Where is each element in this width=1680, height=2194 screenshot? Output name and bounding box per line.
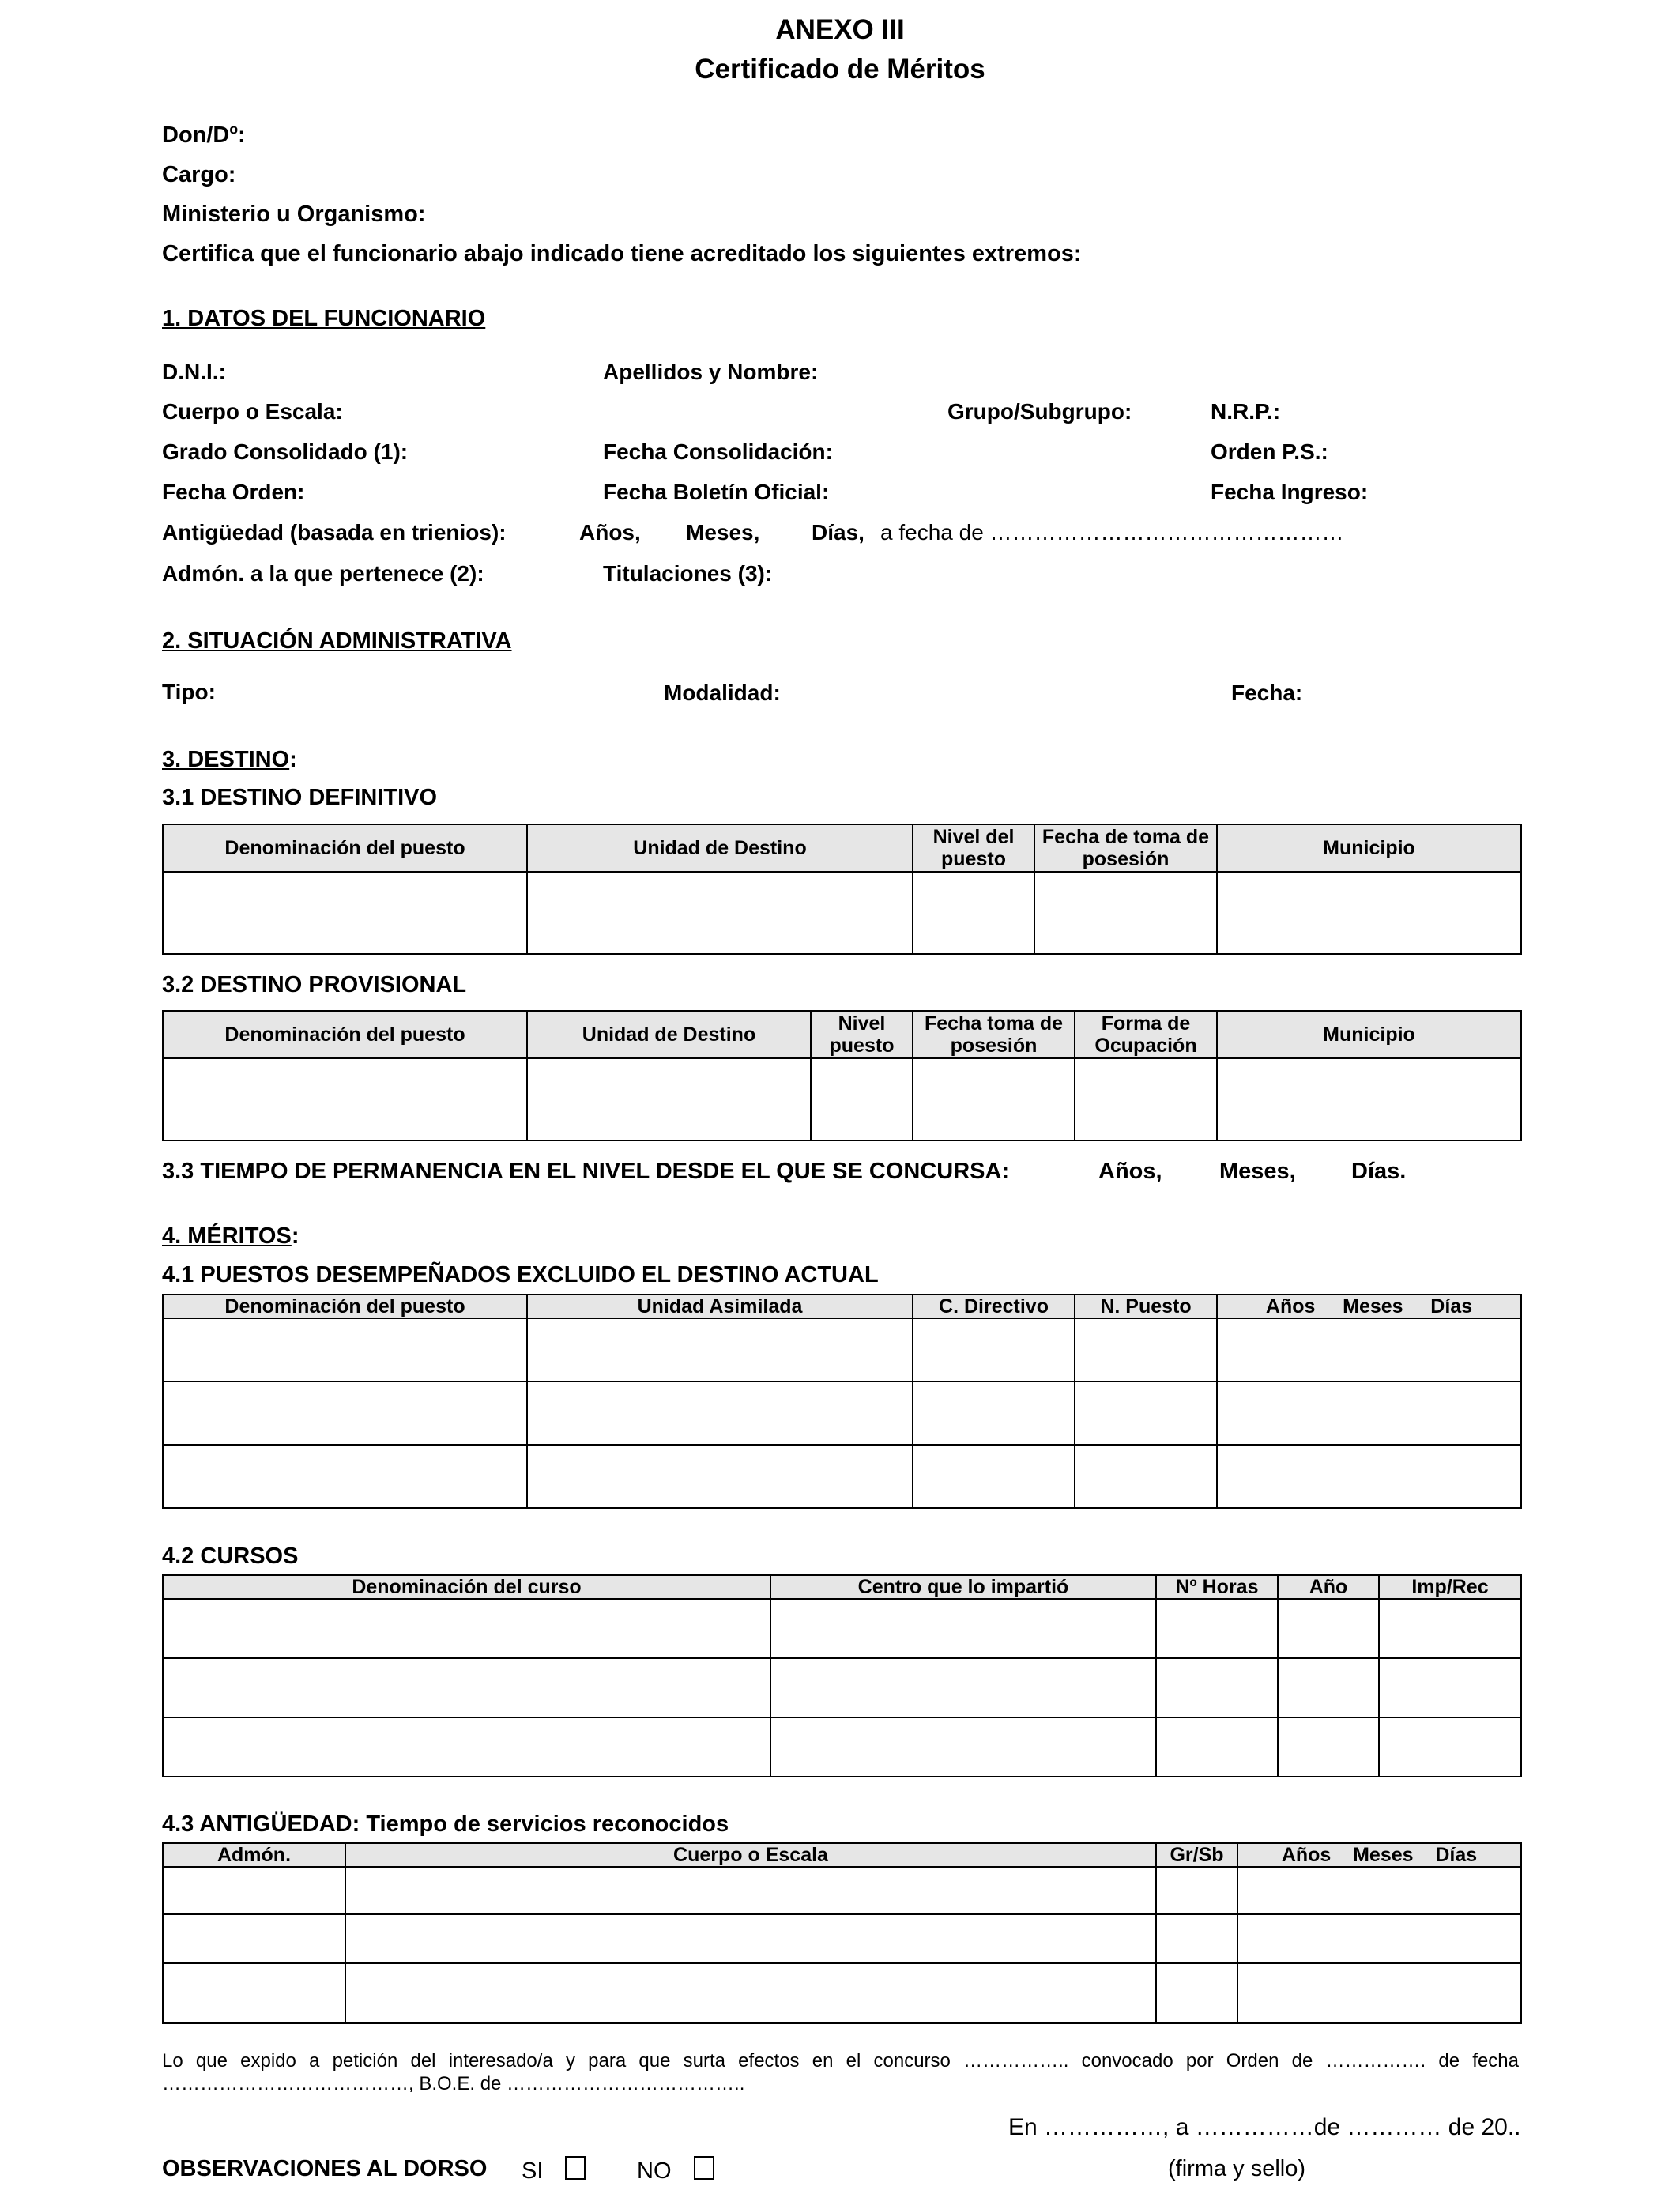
table-cell[interactable] [163,1382,527,1445]
table-cell[interactable] [913,1058,1075,1140]
antiguedad-dias: Días, [812,520,864,545]
tipo-label: Tipo: [162,680,216,704]
si-option[interactable] [522,2156,586,2185]
section-3-heading-text: 3. DESTINO [162,747,290,772]
table-cell[interactable] [345,1914,1156,1963]
col-n-puesto: N. Puesto [1075,1295,1217,1318]
col-municipio: Municipio [1217,1011,1521,1058]
no-label: NO [637,2158,672,2184]
table-cell[interactable] [1156,1717,1278,1777]
table-cell[interactable] [1379,1599,1521,1658]
table-cell[interactable] [913,1382,1075,1445]
col-gr-sb: Gr/Sb [1156,1843,1237,1867]
antiguedad-meses: Meses, [686,520,760,545]
observaciones-label: OBSERVACIONES AL DORSO [162,2156,488,2181]
section-3-heading [162,747,297,773]
col-unidad-destino: Unidad de Destino [527,1011,811,1058]
table-cell[interactable] [1237,1914,1521,1963]
table-cell[interactable] [163,1963,345,2023]
table-cell[interactable] [913,872,1034,954]
cuerpo-label: Cuerpo o Escala: [162,399,343,424]
table-cell[interactable] [770,1599,1156,1658]
destino-provisional-table [162,1010,1522,1141]
don-label: Don/Dº: [162,123,246,148]
puestos-heading: 4.1 PUESTOS DESEMPEÑADOS EXCLUIDO EL DESTINO ACTUAL [162,1262,879,1287]
table-cell[interactable] [770,1658,1156,1717]
table-row [163,1867,1521,1914]
col-ano: Año [1278,1575,1379,1599]
section-1-heading: 1. DATOS DEL FUNCIONARIO [162,306,486,331]
destino-definitivo-table [162,824,1522,955]
situacion-fecha-label: Fecha: [1231,680,1303,705]
table-cell[interactable] [1278,1599,1379,1658]
cargo-label: Cargo: [162,162,236,187]
destino-provisional-heading: 3.2 DESTINO PROVISIONAL [162,972,467,997]
section-2-heading: 2. SITUACIÓN ADMINISTRATIVA [162,628,512,654]
table-cell[interactable] [1156,1599,1278,1658]
table-row [163,1658,1521,1717]
table-cell[interactable] [1075,1382,1217,1445]
table-cell[interactable] [345,1867,1156,1914]
tiempo-permanencia-label: 3.3 TIEMPO DE PERMANENCIA EN EL NIVEL DESDE EL QUE SE CONCURSA: [162,1159,1010,1184]
table-cell[interactable] [163,872,527,954]
col-anos-meses-dias: Años Meses Días [1237,1843,1521,1867]
table-cell[interactable] [163,1717,770,1777]
table-row [163,1914,1521,1963]
table-cell[interactable] [163,1445,527,1508]
col-denominacion: Denominación del puesto [163,1295,527,1318]
table-cell[interactable] [163,1867,345,1914]
col-denominacion: Denominación del puesto [163,1011,527,1058]
table-row [163,1058,1521,1140]
col-c-directivo: C. Directivo [913,1295,1075,1318]
table-cell[interactable] [1278,1717,1379,1777]
col-cuerpo-escala: Cuerpo o Escala [345,1843,1156,1867]
table-cell[interactable] [770,1717,1156,1777]
table-cell[interactable] [811,1058,913,1140]
orden-ps-label: Orden P.S.: [1211,439,1328,464]
col-anos-meses-dias: Años Meses Días [1217,1295,1521,1318]
si-checkbox[interactable] [565,2156,586,2180]
table-cell[interactable] [1034,872,1217,954]
table-cell[interactable] [163,1658,770,1717]
col-centro: Centro que lo impartió [770,1575,1156,1599]
table-row [163,872,1521,954]
table-cell[interactable] [1379,1658,1521,1717]
fecha-boletin-label: Fecha Boletín Oficial: [603,480,830,504]
section-4-colon: : [291,1223,299,1249]
col-denominacion: Denominación del puesto [163,824,527,872]
col-nivel: Nivel puesto [811,1011,913,1058]
col-nivel: Nivel del puesto [913,824,1034,872]
lugar-fecha-line: En ……………, a ……………de ………… de 20.. [1008,2114,1521,2140]
table-row [163,1445,1521,1508]
grupo-label: Grupo/Subgrupo: [947,399,1132,424]
no-option[interactable] [637,2156,714,2185]
table-cell[interactable] [163,1318,527,1382]
table-cell[interactable] [913,1445,1075,1508]
expido-text: Lo que expido a petición del interesado/a y para que surta efectos en el concurso …………….. convocado por Orden de ……………. de fecha …………………………………, B.O.E. de ……………………………….. [162,2050,1519,2094]
table-row [163,1382,1521,1445]
col-unidad-destino: Unidad de Destino [527,824,913,872]
section-4-heading [162,1223,299,1250]
col-fecha-toma: Fecha toma de posesión [913,1011,1075,1058]
table-cell[interactable] [1217,1445,1521,1508]
si-label: SI [522,2158,544,2184]
col-horas: Nº Horas [1156,1575,1278,1599]
col-unidad-asimilada: Unidad Asimilada [527,1295,913,1318]
antiguedad-heading: 4.3 ANTIGÜEDAD: Tiempo de servicios reconocidos [162,1811,729,1837]
table-cell[interactable] [1217,1058,1521,1140]
cursos-heading: 4.2 CURSOS [162,1544,299,1569]
table-cell[interactable] [1156,1658,1278,1717]
grado-label: Grado Consolidado (1): [162,439,409,464]
table-row [163,1963,1521,2023]
col-admon: Admón. [163,1843,345,1867]
col-forma-ocupacion: Forma de Ocupación [1075,1011,1217,1058]
no-checkbox[interactable] [694,2156,714,2180]
page-title: Certificado de Méritos [695,54,985,85]
table-cell[interactable] [163,1599,770,1658]
fecha-ingreso-label: Fecha Ingreso: [1211,480,1369,504]
table-cell[interactable] [163,1058,527,1140]
a-fecha-text: a fecha de ………………………………………… [880,520,1344,545]
table-cell[interactable] [527,872,913,954]
cursos-table [162,1574,1522,1777]
tiempo-anos: Años, [1098,1159,1162,1184]
table-cell[interactable] [527,1382,913,1445]
table-cell[interactable] [1237,1867,1521,1914]
table-row [163,1717,1521,1777]
col-denominacion-curso: Denominación del curso [163,1575,770,1599]
table-cell[interactable] [345,1963,1156,2023]
table-cell[interactable] [1156,1914,1237,1963]
table-row [163,1318,1521,1382]
antiguedad-anos: Años, [579,520,641,545]
dni-label: D.N.I.: [162,360,226,384]
section-3-colon: : [289,747,297,772]
col-imp-rec: Imp/Rec [1379,1575,1521,1599]
table-cell[interactable] [1379,1717,1521,1777]
titulaciones-label: Titulaciones (3): [603,561,773,586]
table-cell[interactable] [527,1318,913,1382]
table-cell[interactable] [1217,872,1521,954]
table-cell[interactable] [1156,1963,1237,2023]
tiempo-dias: Días. [1351,1159,1407,1184]
table-cell[interactable] [1217,1318,1521,1382]
table-cell[interactable] [913,1318,1075,1382]
antiguedad-label: Antigüedad (basada en trienios): [162,520,507,545]
table-cell[interactable] [1075,1445,1217,1508]
antiguedad-table [162,1842,1522,2024]
table-cell[interactable] [527,1058,811,1140]
table-cell[interactable] [1278,1658,1379,1717]
nrp-label: N.R.P.: [1211,399,1281,424]
table-cell[interactable] [1075,1318,1217,1382]
annex-title: ANEXO III [775,14,905,45]
table-cell[interactable] [527,1445,913,1508]
table-cell[interactable] [163,1914,345,1963]
table-cell[interactable] [1237,1963,1521,2023]
apellidos-label: Apellidos y Nombre: [603,360,819,384]
table-cell[interactable] [1156,1867,1237,1914]
section-4-heading-text: 4. MÉRITOS [162,1223,292,1249]
fecha-orden-label: Fecha Orden: [162,480,305,504]
modalidad-label: Modalidad: [664,680,781,705]
table-row [163,1599,1521,1658]
tiempo-meses: Meses, [1219,1159,1296,1184]
firma-sello-label: (firma y sello) [1168,2156,1306,2181]
col-fecha-toma: Fecha de toma de posesión [1034,824,1217,872]
ministerio-label: Ministerio u Organismo: [162,202,426,227]
certifica-text: Certifica que el funcionario abajo indicado tiene acreditado los siguientes extremos: [162,241,1082,266]
destino-definitivo-heading: 3.1 DESTINO DEFINITIVO [162,785,438,810]
table-cell[interactable] [1075,1058,1217,1140]
admon-label: Admón. a la que pertenece (2): [162,561,484,586]
fecha-consolidacion-label: Fecha Consolidación: [603,439,833,464]
puestos-table [162,1294,1522,1509]
col-municipio: Municipio [1217,824,1521,872]
table-cell[interactable] [1217,1382,1521,1445]
